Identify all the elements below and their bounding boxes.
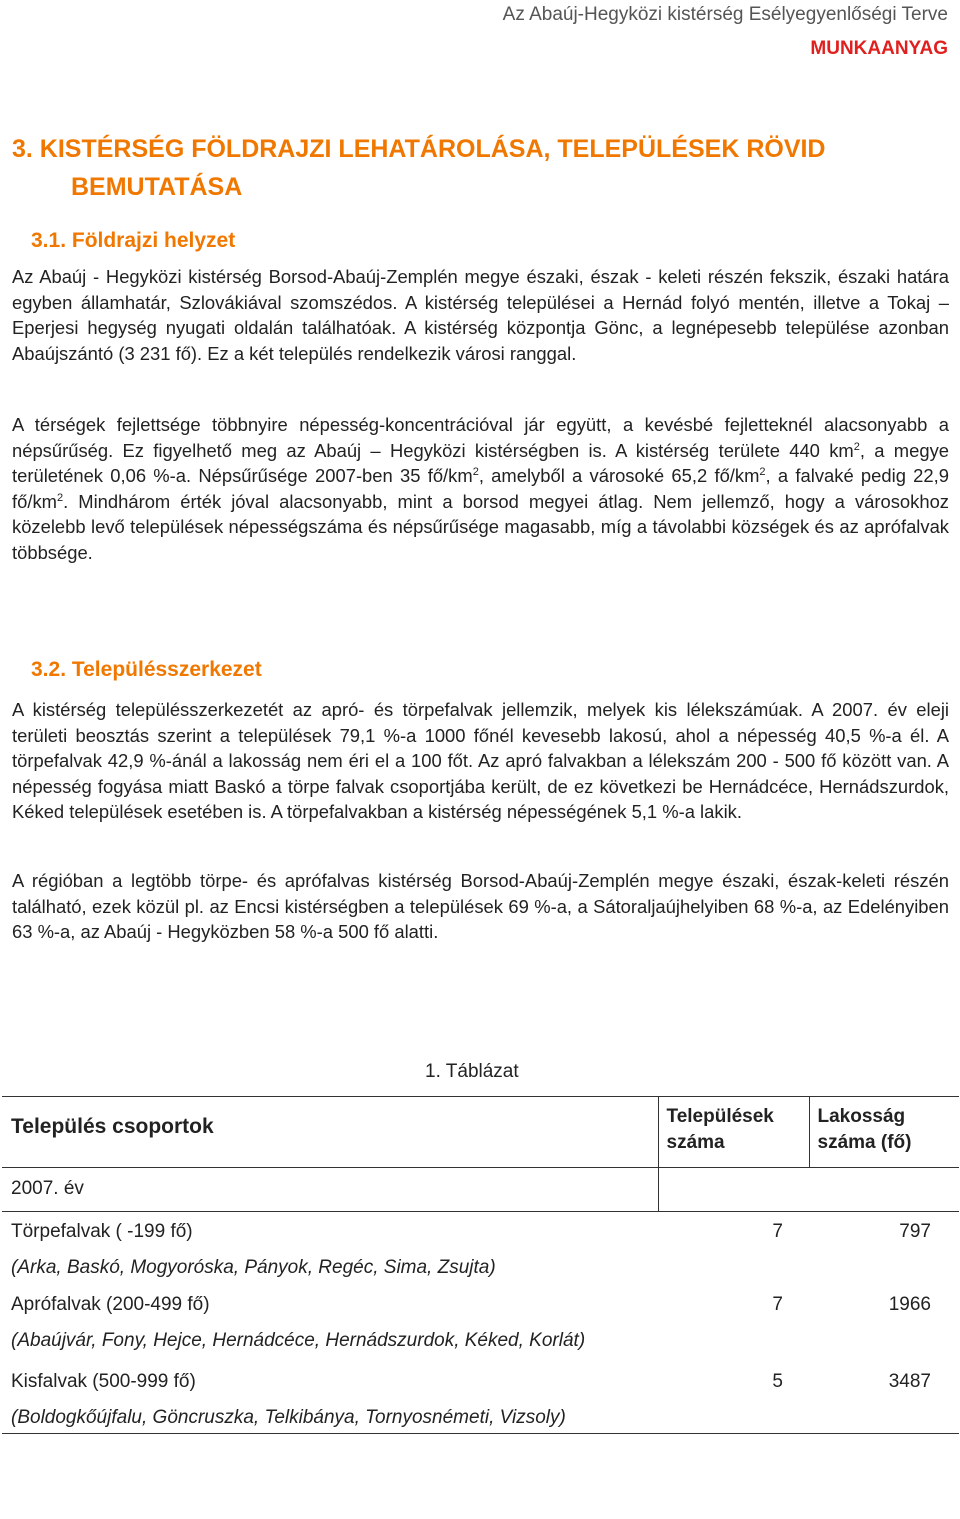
group-name: Kisfalvak (500-999 fő) — [11, 1371, 196, 1392]
column-header-population: Lakosság száma (fő) — [809, 1097, 959, 1168]
p2-text-c: , amelyből a városoké 65,2 fő/km — [478, 465, 760, 486]
year-empty-cell — [658, 1168, 809, 1212]
table-row — [2, 1281, 959, 1354]
year-row — [2, 1168, 959, 1212]
population-cell: 797 — [899, 1221, 931, 1242]
section-heading-line2: BEMUTATÁSA — [71, 173, 243, 201]
table-row — [2, 1212, 959, 1282]
group-name: Törpefalvak ( -199 fő) — [11, 1221, 193, 1242]
group-cell — [2, 1281, 658, 1354]
table-row — [2, 1354, 959, 1434]
group-members: (Boldogkőújfalu, Göncruszka, Telkibánya, Tornyosnémeti, Vizsoly) — [11, 1407, 566, 1428]
structure-paragraph-2: A régióban a legtöbb törpe- és aprófalvas kistérség Borsod-Abaúj-Zemplén megye északi, észak-keleti részén található, ezek közül pl. az Encsi kistérségben a települések 69 %-a, a Sátoraljaújhelyiben 68 %-a, az Edelényiben 63 %-a, az Abaúj - Hegyközben 58 %-a 500 fő alatti. — [12, 870, 949, 942]
group-name: Aprófalvak (200-499 fő) — [11, 1294, 210, 1315]
table-caption: 1. Táblázat — [425, 1061, 519, 1082]
count-cell: 7 — [772, 1294, 783, 1315]
p2-text-a: A térségek fejlettsége többnyire népesség-koncentrációval jár együtt, a kevésbé fejletteknél alacsonyabb a népsűrűség. Ez figyelhető meg az Abaúj – Hegyközi kistérségben is. A kistérség területe 440 km — [12, 414, 949, 461]
p2-text-e: . Mindhárom érték jóval alacsonyabb, mint a borsod megyei átlag. Nem jellemző, hogy a városokhoz közelebb levő települések népességszáma és népsűrűsége magasabb, míg a távolabbi községek és az aprófalvak többsége. — [12, 490, 949, 563]
year-empty-cell — [809, 1168, 959, 1212]
section-heading — [12, 130, 952, 206]
count-cell: 7 — [772, 1221, 783, 1242]
column-header-group: Település csoportok — [2, 1097, 658, 1168]
settlement-table — [2, 1096, 959, 1434]
group-cell — [2, 1212, 658, 1282]
section-heading-line1: 3. KISTÉRSÉG FÖLDRAJZI LEHATÁROLÁSA, TELEPÜLÉSEK RÖVID — [12, 135, 826, 163]
population-cell: 3487 — [809, 1354, 959, 1434]
superscript: 2 — [472, 466, 479, 478]
subsection-heading-structure: 3.2. Településszerkezet — [31, 658, 262, 681]
column-header-count: Települések száma — [658, 1097, 809, 1168]
group-members: (Arka, Baskó, Mogyoróska, Pányok, Regéc, Sima, Zsujta) — [11, 1257, 496, 1278]
location-paragraph-2 — [12, 412, 949, 565]
subsection-heading-location: 3.1. Földrajzi helyzet — [31, 229, 236, 252]
superscript: 2 — [853, 440, 860, 453]
count-cell: 5 — [658, 1354, 809, 1434]
p2-text-d: , a falvaké pedig 22,9 fő/km — [12, 465, 949, 512]
location-paragraph-1: Az Abaúj - Hegyközi kistérség Borsod-Abaúj-Zemplén megye északi, észak - keleti részén fekszik, északi határa egyben államhatár, Szlovákiával szomszédos. A kistérség települései a Hernád folyó mentén, illetve a Tokaj – Eperjesi hegység nyugati oldalán találhatóak. A kistérség központja Gönc, a legnépesebb települése azonban Abaújszántó (3 231 fő). Ez a két település rendelkezik városi ranggal. — [12, 266, 949, 364]
table-header-row — [2, 1097, 959, 1168]
year-cell: 2007. év — [2, 1168, 658, 1212]
group-members: (Abaújvár, Fony, Hejce, Hernádcéce, Hernádszurdok, Kéked, Korlát) — [11, 1330, 586, 1351]
structure-paragraph-1: A kistérség településszerkezetét az apró- és törpefalvak jellemzik, melyek kis lélekszámúak. A 2007. év eleji területi beosztás szerint a települések 79,1 %-a 1000 főnél kevesebb lakosú, ahol a népesség 40,5 %-a él. A törpefalvak 42,9 %-ánál a lakosság nem éri el a 100 főt. Az apró falvakban a lélekszám 200 - 500 fő között van. A népesség fogyása miatt Baskó a törpe falvak csoportjába került, de ez következi be Hernádcéce, Hernádszurdok, Kéked települések esetében is. A törpefalvakban a kistérség népességének 5,1 %-a lakik. — [12, 699, 949, 822]
superscript: 2 — [759, 466, 766, 478]
p2-text-b: , a megye területének 0,06 %-a. Népsűrűsége 2007-ben 35 fő/km — [12, 439, 949, 486]
population-cell: 1966 — [888, 1294, 931, 1315]
group-cell — [2, 1354, 658, 1434]
document-header-title: Az Abaúj-Hegyközi kistérség Esélyegyenlőségi Terve — [502, 4, 948, 25]
superscript: 2 — [56, 491, 64, 504]
draft-label: MUNKAANYAG — [810, 38, 948, 59]
